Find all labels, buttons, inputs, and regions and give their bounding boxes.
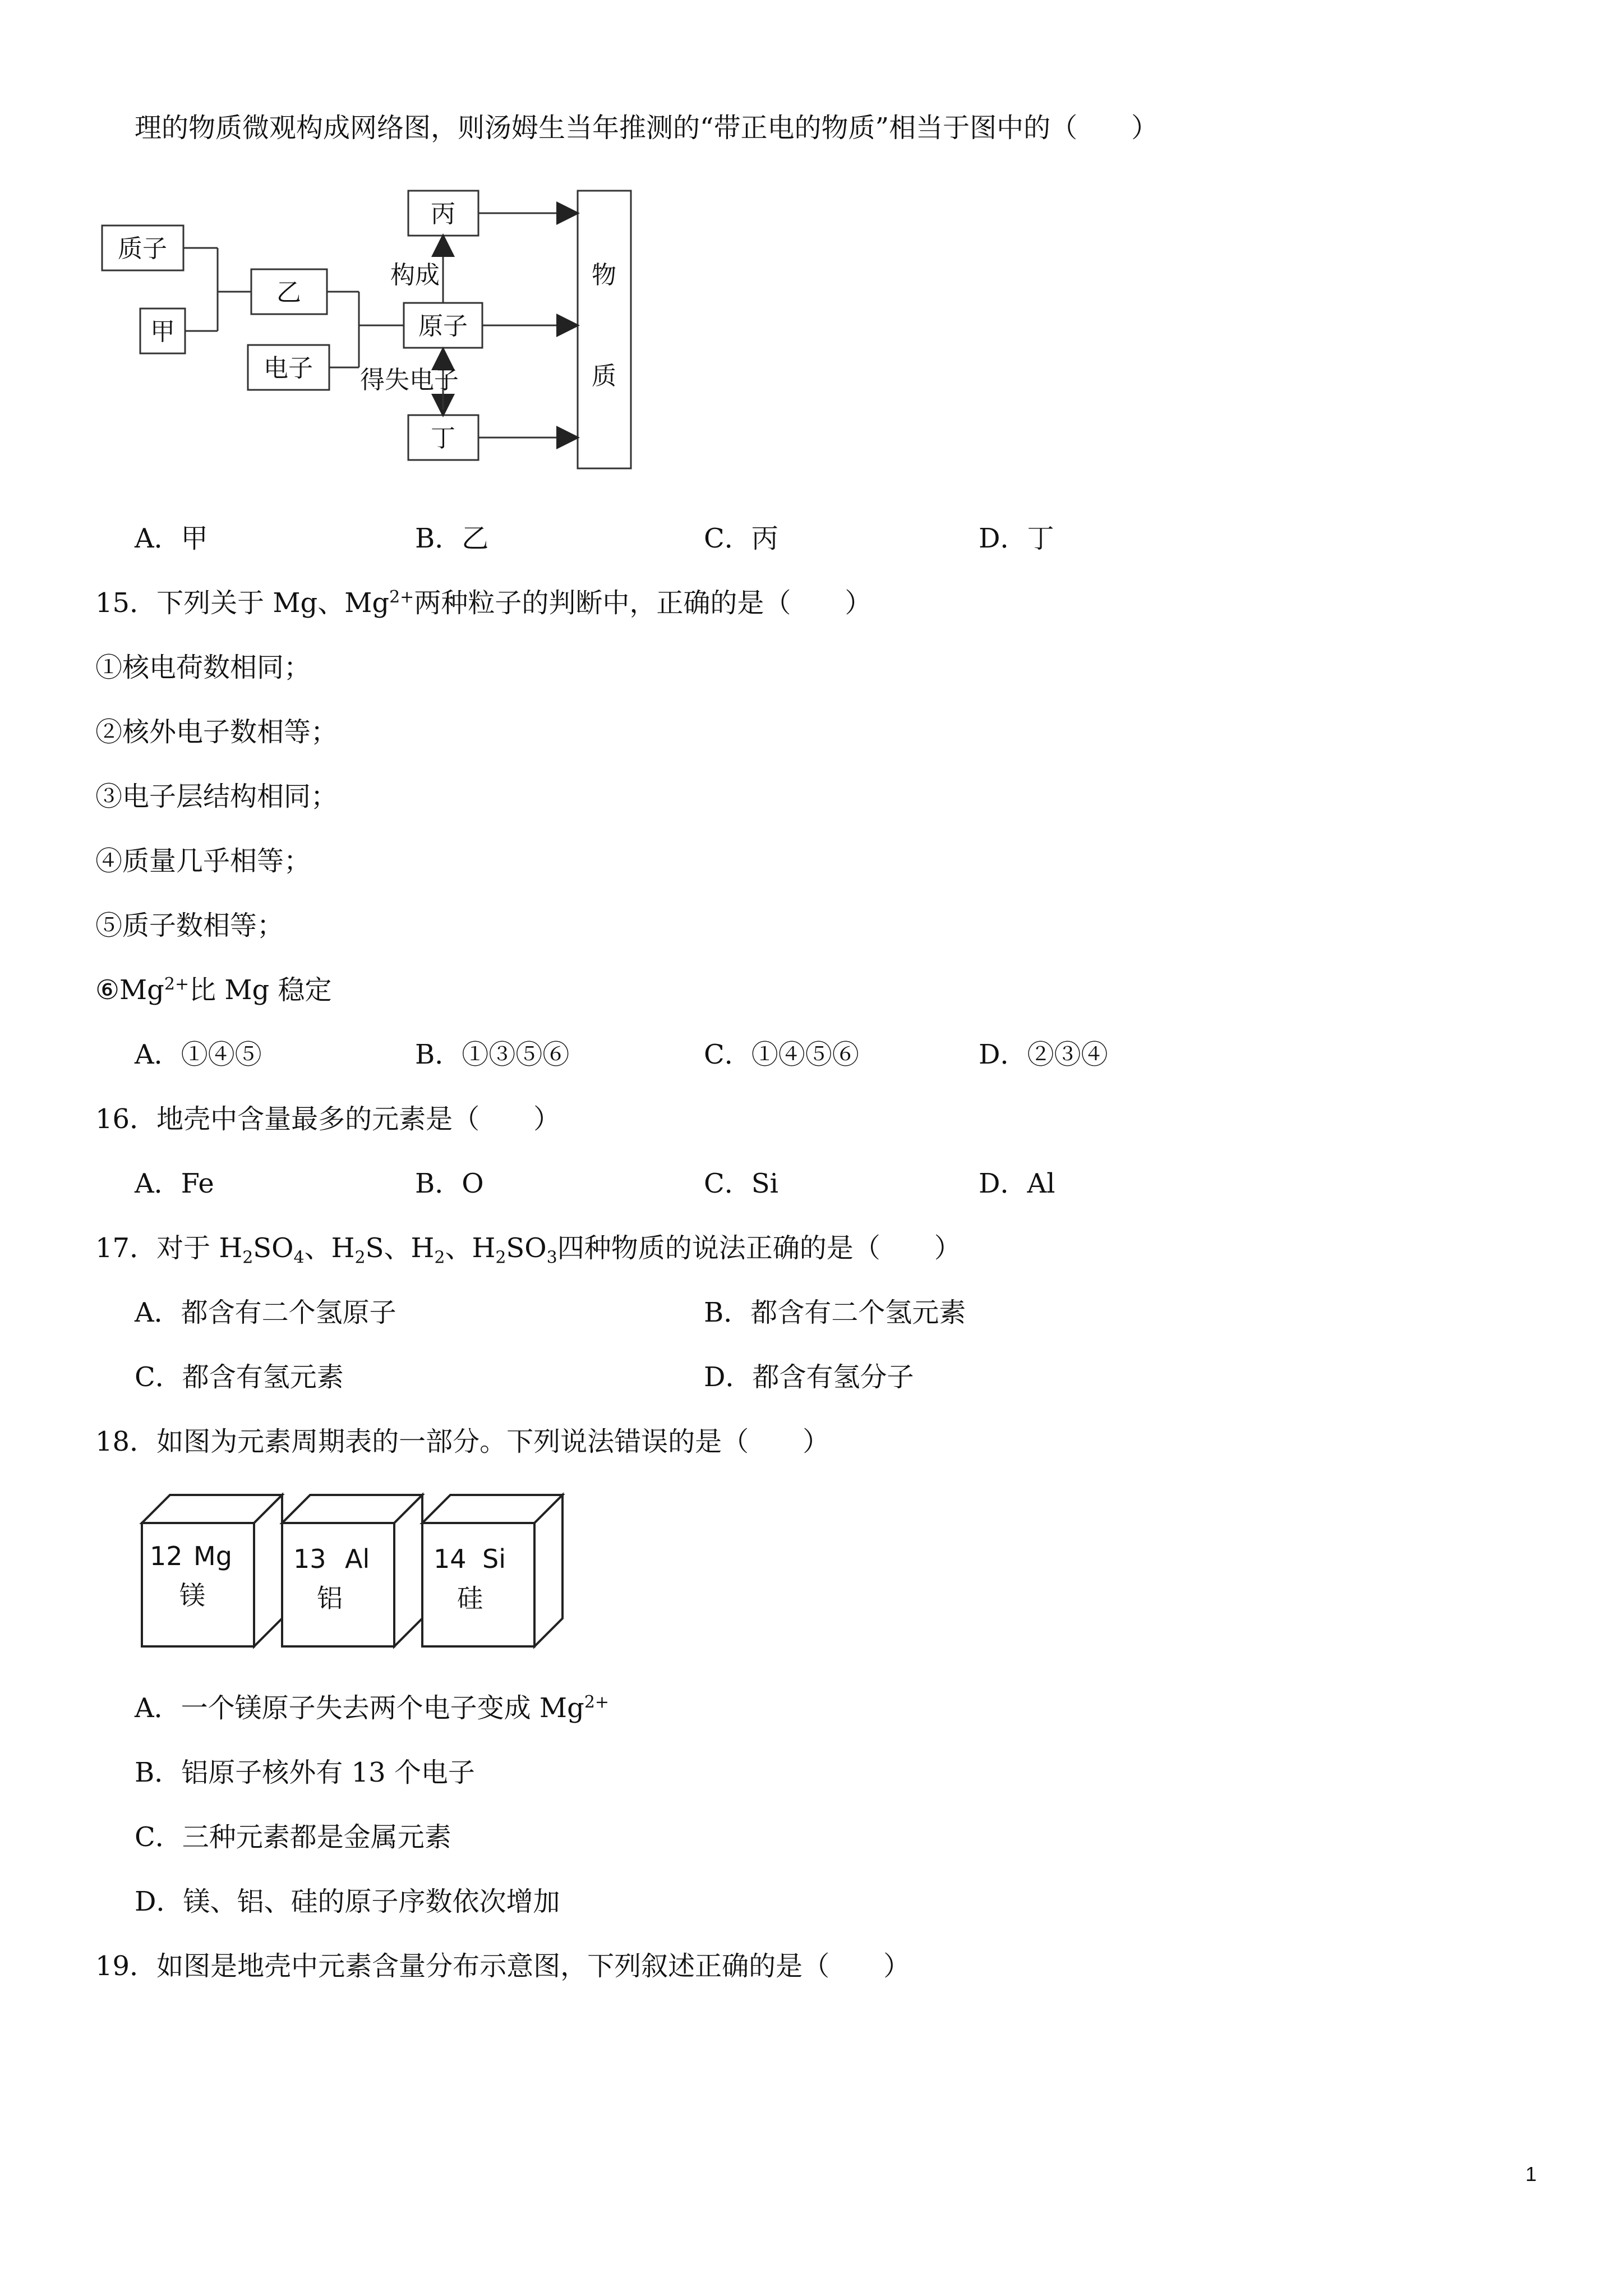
cell-mg-number: 12	[150, 1541, 183, 1571]
q15-stem: 15．下列关于 Mg、$Mg^{2+}$两种粒子的判断中，正确的是（ ）	[95, 587, 872, 619]
q18-option-a: A．一个镁原子失去两个电子变成 $Mg^{2+}$	[135, 1692, 610, 1724]
cell-si-symbol: Si	[482, 1544, 506, 1574]
q15-option-b: B．①③⑤⑥	[415, 1039, 570, 1070]
label-gain-lose: 得失电子	[360, 366, 459, 394]
cell-al-name: 铝	[317, 1583, 343, 1613]
q15-option-c: C．①④⑤⑥	[704, 1039, 859, 1070]
q14-stem: 理的物质微观构成网络图，则汤姆生当年推测的“带正电的物质”相当于图中的（ ）	[135, 112, 1159, 144]
box-matter	[578, 191, 631, 468]
q17-option-d: D．都含有氢分子	[704, 1361, 914, 1393]
label-jia: 甲	[150, 318, 175, 346]
q14-option-c: C．丙	[704, 523, 778, 554]
q17-option-c: C．都含有氢元素	[135, 1361, 344, 1393]
label-ding: 丁	[431, 424, 455, 453]
label-proton: 质子	[118, 234, 167, 263]
q18-stem: 18．如图为元素周期表的一部分。下列说法错误的是（ ）	[95, 1426, 830, 1457]
q16-option-a: A．Fe	[135, 1168, 214, 1199]
q15-item-1: ①核电荷数相同；	[95, 652, 311, 683]
cell-si-name: 硅	[457, 1583, 483, 1613]
q14-option-d: D．丁	[979, 523, 1054, 554]
page-number: 1	[1525, 2162, 1537, 2185]
q15-option-d: D．②③④	[979, 1039, 1108, 1070]
q15-item-3: ③电子层结构相同；	[95, 781, 338, 812]
label-compose: 构成	[390, 261, 440, 289]
q15-option-a: A．①④⑤	[135, 1039, 262, 1070]
cell-mg-symbol: Mg	[193, 1541, 232, 1571]
label-matter-2: 质	[592, 362, 616, 390]
label-bing: 丙	[431, 200, 455, 228]
label-matter-1: 物	[592, 261, 616, 289]
q15-item-4: ④质量几乎相等；	[95, 845, 311, 877]
label-electron: 电子	[264, 354, 313, 383]
q14-option-a: A．甲	[135, 523, 208, 554]
q14-option-b: B．乙	[415, 523, 489, 554]
q18-option-b: B．铝原子核外有 13 个电子	[135, 1757, 475, 1788]
q16-option-c: C．Si	[704, 1168, 778, 1199]
matter-network-diagram	[95, 185, 651, 477]
q17-option-a: A．都含有二个氢原子	[135, 1297, 396, 1328]
q18-option-c: C．三种元素都是金属元素	[135, 1821, 451, 1853]
cell-mg-name: 镁	[179, 1580, 205, 1611]
q19-stem: 19．如图是地壳中元素含量分布示意图，下列叙述正确的是（ ）	[95, 1950, 911, 1982]
q15-item-2: ②核外电子数相等；	[95, 716, 338, 748]
q16-option-b: B．O	[415, 1168, 484, 1199]
label-yi: 乙	[276, 278, 301, 307]
cell-al-symbol: Al	[345, 1544, 370, 1574]
q16-stem: 16．地壳中含量最多的元素是（ ）	[95, 1103, 561, 1135]
cell-al-number: 13	[293, 1544, 326, 1574]
label-atom: 原子	[418, 312, 468, 341]
q18-option-d: D．镁、铝、硅的原子序数依次增加	[135, 1886, 560, 1917]
q17-stem: 17．对于 $H_2SO_4$、$H_2S$、$H_2$、$H_2SO_3$四种物质的说法正确的是（ ）	[95, 1232, 961, 1268]
periodic-table-fragment	[137, 1489, 569, 1658]
q15-item-5: ⑤质子数相等；	[95, 910, 284, 941]
q17-option-b: B．都含有二个氢元素	[704, 1297, 966, 1328]
q16-option-d: D．Al	[979, 1168, 1055, 1199]
cell-si-number: 14	[434, 1544, 467, 1574]
q15-item-6: $⑥Mg^{2+}$比 Mg 稳定	[95, 974, 332, 1006]
